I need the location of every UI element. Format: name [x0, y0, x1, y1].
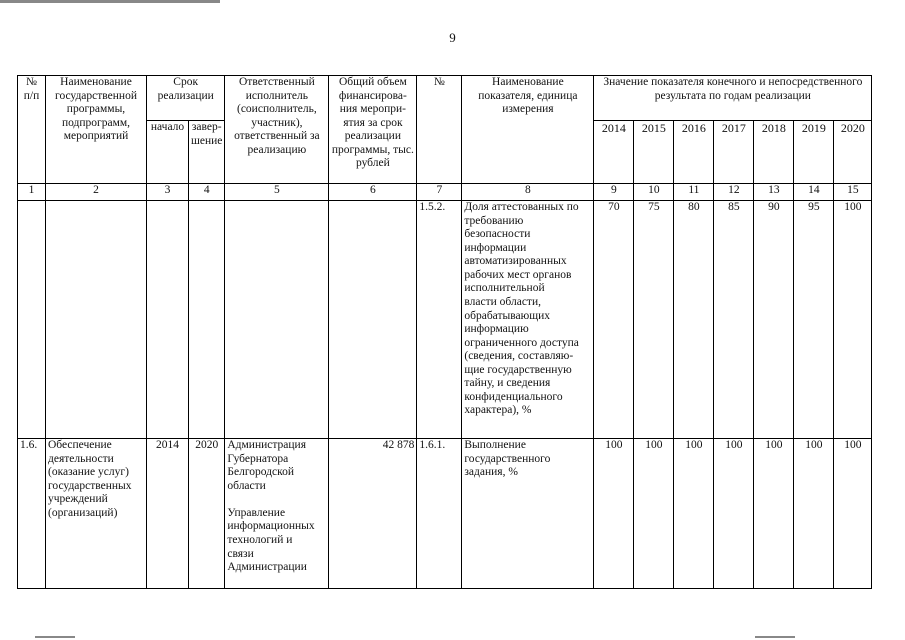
header-indicator-num: №: [417, 76, 462, 184]
row-value: 100: [714, 439, 754, 589]
row-value: 90: [754, 201, 794, 439]
row-term-end: [189, 201, 225, 439]
header-values-group: Значение показателя конечного и непосредственного результата по годам реализации: [594, 76, 872, 121]
header-year: 2016: [674, 121, 714, 184]
scan-artifact-bottom-right: [755, 636, 795, 638]
row-num: [18, 201, 46, 439]
row-financing: 42 878: [329, 439, 417, 589]
row-value: 100: [674, 439, 714, 589]
scan-artifact-bottom-left: [35, 636, 75, 638]
program-table: [17, 75, 872, 589]
row-indicator-num: 1.5.2.: [417, 201, 462, 439]
row-value: 100: [634, 439, 674, 589]
row-num: 1.6.: [18, 439, 46, 589]
row-value: 100: [754, 439, 794, 589]
column-number: 1: [18, 184, 46, 201]
header-year: 2020: [834, 121, 872, 184]
row-indicator-num: 1.6.1.: [417, 439, 462, 589]
row-indicator-name: Доля аттестованных по требованию безопасности информации автоматизированных рабочих мест органов исполнительной власти области, обрабатывающих информацию ограниченного доступа (сведения, составляю- щие государственную тайну, и сведения конфиденциального характера), %: [462, 201, 594, 439]
row-value: 100: [834, 439, 872, 589]
row-value: 75: [634, 201, 674, 439]
page-number: 9: [449, 30, 456, 45]
header-indicator-name: Наименование показателя, единица измерения: [462, 76, 594, 184]
header-responsible: Ответственный исполнитель (соисполнитель, участник), ответственный за реализацию: [225, 76, 329, 184]
scan-artifact-top: [0, 0, 220, 3]
column-number: 7: [417, 184, 462, 201]
row-value: 85: [714, 201, 754, 439]
column-number: 3: [147, 184, 189, 201]
header-year: 2017: [714, 121, 754, 184]
header-program-name: Наименование государственной программы, подпрограмм, мероприятий: [46, 76, 147, 184]
row-responsible: Администрация Губернатора Белгородской области Управление информационных технологий и связи Администрации: [225, 439, 329, 589]
column-number: 13: [754, 184, 794, 201]
row-program-name: [46, 201, 147, 439]
column-number: 4: [189, 184, 225, 201]
column-number: 9: [594, 184, 634, 201]
header-term-start: начало: [147, 121, 189, 184]
row-term-start: [147, 201, 189, 439]
column-number: 5: [225, 184, 329, 201]
row-value: 100: [594, 439, 634, 589]
header-year: 2014: [594, 121, 634, 184]
header-financing: Общий объем финансирова-ния меропри-ятия за срок реализации программы, тыс. рублей: [329, 76, 417, 184]
table-row: [18, 439, 872, 589]
column-number: 11: [674, 184, 714, 201]
row-responsible: [225, 201, 329, 439]
header-term-end: завер-шение: [189, 121, 225, 184]
column-number: 8: [462, 184, 594, 201]
row-program-name: Обеспечение деятельности (оказание услуг) государственных учреждений (организаций): [46, 439, 147, 589]
column-number-row: [18, 184, 872, 201]
row-value: 70: [594, 201, 634, 439]
header-year: 2015: [634, 121, 674, 184]
row-term-start: 2014: [147, 439, 189, 589]
column-number: 14: [794, 184, 834, 201]
column-number: 6: [329, 184, 417, 201]
row-term-end: 2020: [189, 439, 225, 589]
header-year: 2019: [794, 121, 834, 184]
column-number: 15: [834, 184, 872, 201]
column-number: 2: [46, 184, 147, 201]
row-indicator-name: Выполнение государственного задания, %: [462, 439, 594, 589]
row-value: 100: [794, 439, 834, 589]
row-value: 80: [674, 201, 714, 439]
row-value: 100: [834, 201, 872, 439]
header-year: 2018: [754, 121, 794, 184]
column-number: 12: [714, 184, 754, 201]
column-number: 10: [634, 184, 674, 201]
table-row: [18, 201, 872, 439]
row-value: 95: [794, 201, 834, 439]
row-financing: [329, 201, 417, 439]
header-term: Срок реализации: [147, 76, 225, 121]
header-num: № п/п: [18, 76, 46, 184]
